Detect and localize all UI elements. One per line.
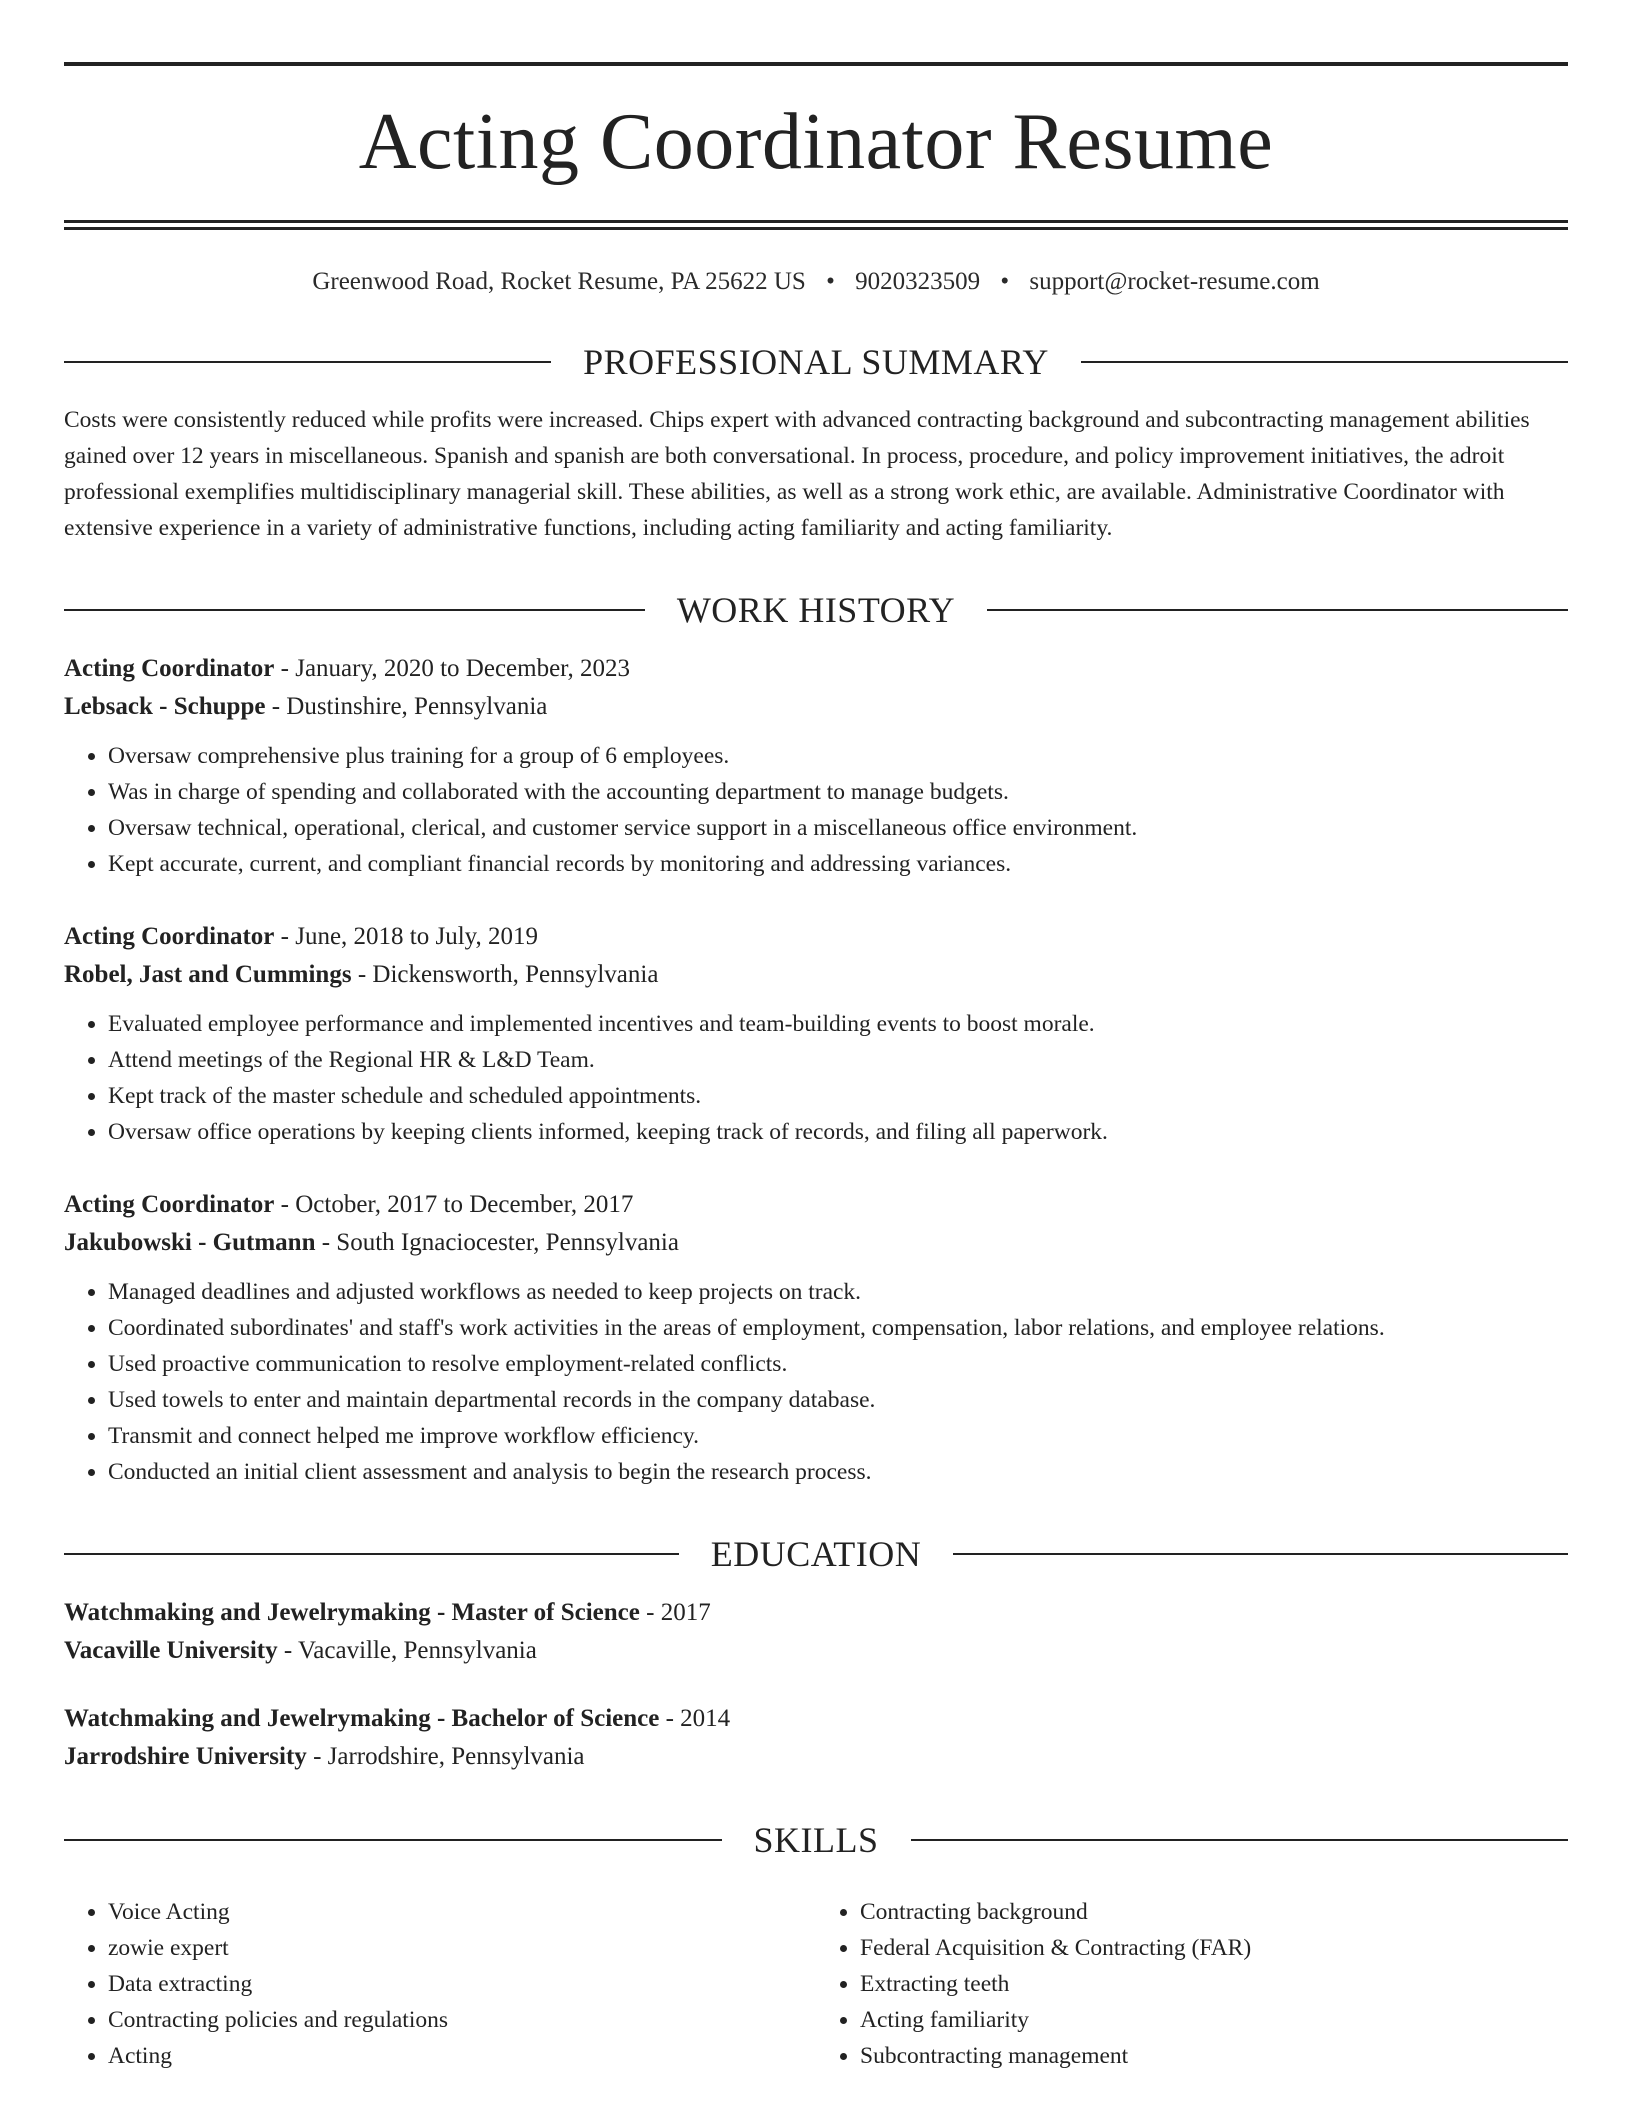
heading-rule-left [64,1553,679,1555]
top-rule [64,62,1568,66]
education-entry [64,1594,1568,1670]
section-heading-summary [64,342,1568,382]
heading-rule-right [987,609,1568,611]
contact-separator: • [826,268,835,295]
list-item: • Managed deadlines and adjusted workflows as needed to keep projects on track. [108,1274,1568,1310]
job-location: - South Ignaciocester, Pennsylvania [315,1229,679,1256]
contact-line [64,266,1568,298]
school-line [64,1738,1568,1776]
list-item: • Oversaw comprehensive plus training for a group of 6 employees. [108,738,1568,774]
list-item: • Evaluated employee performance and implemented incentives and team-building events to boost morale. [108,1006,1568,1042]
list-item: • Transmit and connect helped me improve workflow efficiency. [108,1418,1568,1454]
heading-rule-right [1081,361,1568,363]
skill-item: • Subcontracting management [860,2038,1568,2074]
school-location: - Vacaville, Pennsylvania [277,1637,537,1664]
job-company: Lebsack - Schuppe [64,693,266,720]
skill-item: • Contracting background [860,1894,1568,1930]
contact-phone: 9020323509 [855,268,981,295]
work-history-list [64,650,1568,1490]
degree-year: - 2017 [639,1599,711,1626]
job-bullets [64,1274,1568,1490]
school-name: Jarrodshire University [64,1743,307,1770]
page-title: Acting Coordinator Resume [358,98,1274,186]
list-item: • Used towels to enter and maintain departmental records in the company database. [108,1382,1568,1418]
contact-email: support@rocket-resume.com [1029,268,1320,295]
list-item: • Kept accurate, current, and compliant financial records by monitoring and addressing variances. [108,846,1568,882]
heading-rule-left [64,361,551,363]
job-title: Acting Coordinator [64,923,275,950]
job-title-line [64,918,1568,956]
section-heading-label: EDUCATION [710,1534,922,1574]
job-dates: - January, 2020 to December, 2023 [274,655,631,682]
job-company: Robel, Jast and Cummings [64,961,352,988]
list-item: • Was in charge of spending and collaborated with the accounting department to manage budgets. [108,774,1568,810]
job-location: - Dickensworth, Pennsylvania [351,961,659,988]
summary-text: Costs were consistently reduced while profits were increased. Chips expert with advanced contracting background and subcontracting management abilities gained over 12 years in miscellaneous. Spanish and spanish are both conversational. In process, procedure, and policy improvement initiatives, the adroit professional exemplifies multidisciplinary managerial skill. These abilities, as well as a strong work ethic, are available. Administrative Coordinator with extensive experience in a variety of administrative functions, including acting familiarity and acting familiarity. [64,407,1530,541]
list-item: • Oversaw office operations by keeping clients informed, keeping track of records, and filing all paperwork. [108,1114,1568,1150]
heading-rule-right [953,1553,1568,1555]
school-location: - Jarrodshire, Pennsylvania [306,1743,585,1770]
heading-rule-left [64,609,645,611]
list-item: • Kept track of the master schedule and scheduled appointments. [108,1078,1568,1114]
section-heading-skills [64,1820,1568,1860]
job-company: Jakubowski - Gutmann [64,1229,316,1256]
school-line [64,1632,1568,1670]
skill-item: • Voice Acting [108,1894,816,1930]
degree-line [64,1700,1568,1738]
job-company-line [64,1224,1568,1262]
job-title: Acting Coordinator [64,1191,275,1218]
list-item: • Attend meetings of the Regional HR & L&D Team. [108,1042,1568,1078]
degree-line [64,1594,1568,1632]
heading-rule-right [911,1839,1569,1841]
degree-year: - 2014 [659,1705,731,1732]
job-title-line [64,650,1568,688]
job-dates: - October, 2017 to December, 2017 [274,1191,634,1218]
section-heading-label: SKILLS [753,1820,879,1860]
job-entry [64,918,1568,1150]
skills-column-right [816,1894,1568,2074]
job-entry [64,1186,1568,1490]
education-list [64,1594,1568,1776]
contact-separator: • [1000,268,1010,295]
skill-item: • Acting familiarity [860,2002,1568,2038]
school-name: Vacaville University [64,1637,278,1664]
contact-address: Greenwood Road, Rocket Resume, PA 25622 US [312,268,806,295]
job-company-line [64,688,1568,726]
degree-name: Watchmaking and Jewelrymaking - Master of Science [64,1599,640,1626]
section-heading-label: WORK HISTORY [676,590,956,630]
skill-item: • Data extracting [108,1966,816,2002]
list-item: • Conducted an initial client assessment and analysis to begin the research process. [108,1454,1568,1490]
job-location: - Dustinshire, Pennsylvania [265,693,548,720]
education-entry [64,1700,1568,1776]
job-title: Acting Coordinator [64,655,275,682]
section-heading-label: PROFESSIONAL SUMMARY [583,342,1049,382]
heading-rule-left [64,1839,722,1841]
job-bullets [64,1006,1568,1150]
section-heading-education [64,1534,1568,1574]
skills-column-left [64,1894,816,2074]
job-entry [64,650,1568,882]
job-title-line [64,1186,1568,1224]
list-item: • Used proactive communication to resolve employment-related conflicts. [108,1346,1568,1382]
list-item: • Oversaw technical, operational, clerical, and customer service support in a miscellaneous office environment. [108,810,1568,846]
job-company-line [64,956,1568,994]
job-dates: - June, 2018 to July, 2019 [274,923,539,950]
skill-item: • Extracting teeth [860,1966,1568,2002]
skill-item: • zowie expert [108,1930,816,1966]
job-bullets [64,738,1568,882]
section-heading-work [64,590,1568,630]
skill-item: • Federal Acquisition & Contracting (FAR) [860,1930,1568,1966]
skill-item: • Contracting policies and regulations [108,2002,816,2038]
title-double-rule [64,220,1568,230]
skills-grid [64,1880,1568,2074]
list-item: • Coordinated subordinates' and staff's work activities in the areas of employment, compensation, labor relations, and employee relations. [108,1310,1568,1346]
degree-name: Watchmaking and Jewelrymaking - Bachelor of Science [64,1705,660,1732]
skill-item: • Acting [108,2038,816,2074]
